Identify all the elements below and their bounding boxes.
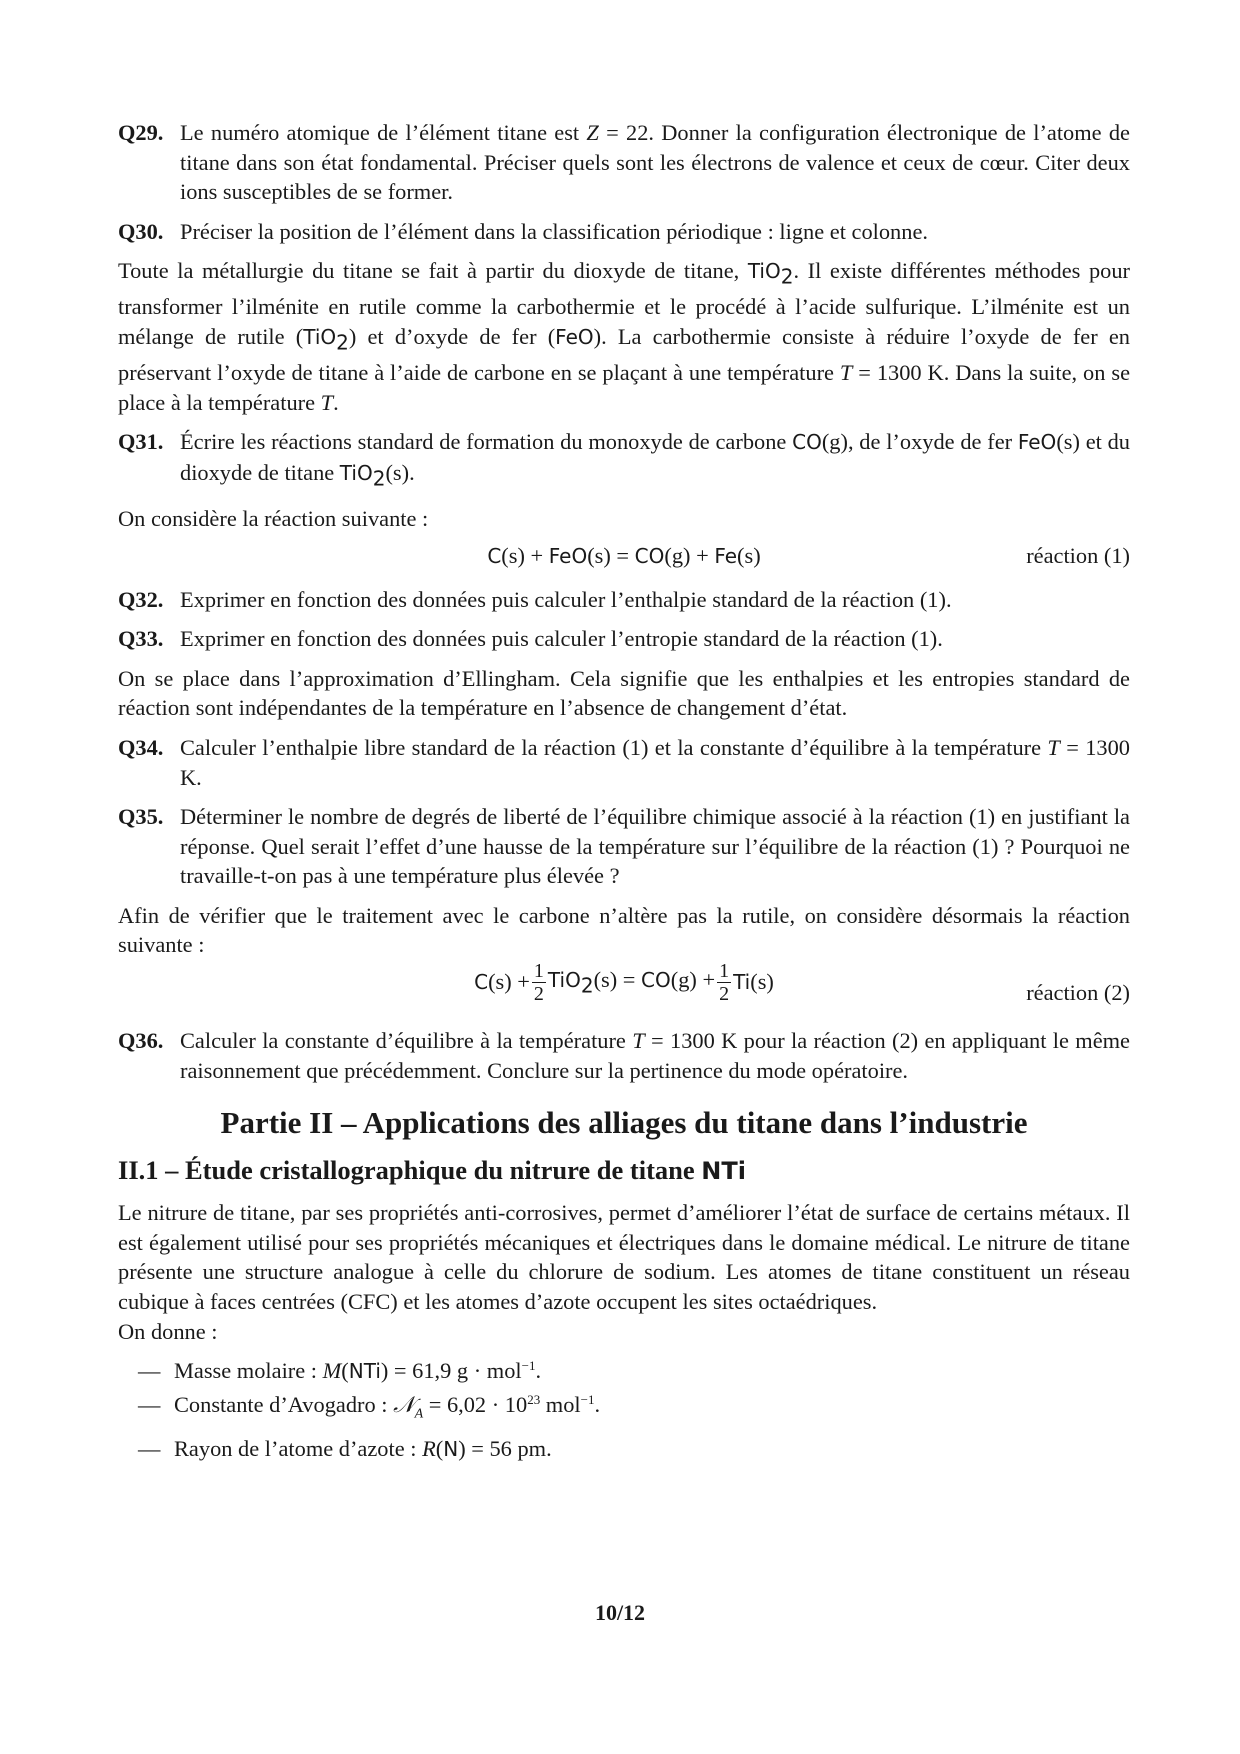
question-q34: Q34. Calculer l’enthalpie libre standard de la réaction (1) et la constante d’équilibre à la température T = 1300 K. xyxy=(118,734,1130,790)
question-number: Q30. xyxy=(118,218,164,244)
question-number: Q34. xyxy=(118,734,164,760)
paragraph-on-donne: On donne : xyxy=(118,1318,218,1344)
reaction-1-formula: C(s) + FeO(s) = CO(g) + Fe(s) xyxy=(487,542,761,568)
paragraph-consider-1: On considère la réaction suivante : xyxy=(118,505,429,531)
paragraph-ellingham: On se place dans l’approximation d’Ellingham. Cela signifie que les enthalpies et les entropies standard de réaction sont indépendantes de la température en l’absence de changement d’état. xyxy=(118,665,1130,721)
question-number: Q31. xyxy=(118,429,164,455)
question-q30: Q30. Préciser la position de l’élément dans la classification périodique : ligne et colonne. xyxy=(118,217,1130,247)
question-number: Q29. xyxy=(118,120,164,145)
reaction-2-label: réaction (2) xyxy=(1026,980,1130,1006)
list-item-nitrogen-radius: — Rayon de l’atome d’azote : R(N) = 56 pm. xyxy=(138,1435,552,1461)
paragraph-nitrure: Le nitrure de titane, par ses propriétés anti-corrosives, permet d’améliorer l’état de surface de certains métaux. Il est également utilisé pour ses propriétés mécaniques et électriques dans le domaine médical. Le nitrure de titane présente une structure analogue à celle du chlorure de sodium. Les atomes de titane constituent un réseau cubique à faces centrées (CFC) et les atomes d’azote occupent les sites octaédriques. xyxy=(118,1200,1130,1315)
list-item-molar-mass: — Masse molaire : M(NTi) = 61,9 g · mol$^{-1}$. xyxy=(138,1358,542,1384)
reaction-2-formula: C(s) + $\frac{1}{2}$ TiO$_2$(s) = CO(g) + $\frac{1}{2}$ Ti(s) xyxy=(474,960,774,1006)
question-q32: Q32. Exprimer en fonction des données puis calculer l’enthalpie standard de la réaction (1). xyxy=(118,585,1130,615)
paragraph-verify: Afin de vérifier que le traitement avec le carbone n’altère pas la rutile, on considère désormais la réaction suivante : xyxy=(118,902,1130,958)
fraction-one-half: $\frac{1}{2}$ xyxy=(719,960,730,1006)
reaction-1 xyxy=(118,534,1130,578)
fraction-one-half: $\frac{1}{2}$ xyxy=(533,960,544,1006)
question-q36: Q36. Calculer la constante d’équilibre à la température T = 1300 K pour la réaction (2) en appliquant le même raisonnement que précédemment. Conclure sur la pertinence du mode opératoire. xyxy=(118,1028,1130,1083)
question-q35: Q35. Déterminer le nombre de degrés de liberté de l’équilibre chimique associé à la réaction (1) en justifiant la réponse. Quel serait l’effet d’une hausse de la température sur l’équilibre de la réaction (1) ? Pourquoi ne travaille-t-on pas à une température plus élevée ? xyxy=(118,804,1130,889)
question-q31: Q31. Écrire les réactions standard de formation du monoxyde de carbone CO(g), de l’oxyde de fer FeO(s) et du dioxyde de titane TiO$_2$(s). xyxy=(118,429,1130,491)
question-number: Q35. xyxy=(118,804,164,830)
reaction-2 xyxy=(118,960,1130,1026)
question-number: Q33. xyxy=(118,626,164,652)
paragraph-metallurgy: Toute la métallurgie du titane se fait à partir du dioxyde de titane, TiO$_2$. Il existe différentes méthodes pour transformer l’ilménite en rutile comme la carbothermie et le procédé à l’acide sulfurique. L’ilménite est un mélange de rutile (TiO$_2$) et d’oxyde de fer (FeO). La carbothermie consiste à réduire l’oxyde de fer en préservant l’oxyde de titane à l’aide de carbone en se plaçant à une température T = 1300 K. Dans la suite, on se place à la température T. xyxy=(118,258,1131,415)
question-number: Q32. xyxy=(118,586,164,612)
page-number: 10/12 xyxy=(594,1600,646,1625)
data-list xyxy=(118,1354,1130,1465)
section-heading: II.1 – Étude cristallographique du nitrure de titane NTi xyxy=(118,1155,746,1186)
part-heading: Partie II – Applications des alliages du titane dans l’industrie xyxy=(220,1105,1028,1141)
question-number: Q36. xyxy=(118,1028,164,1054)
page-content xyxy=(118,118,1130,1466)
question-q33: Q33. Exprimer en fonction des données puis calculer l’entropie standard de la réaction (1). xyxy=(118,624,1130,654)
question-q29: Q29. Le numéro atomique de l’élément titane est Z = 22. Donner la configuration électronique de l’atome de titane dans son état fondamental. Préciser quels sont les électrons de valence et ceux de cœur. Citer deux ions susceptibles de se former. xyxy=(118,120,1130,205)
list-item-avogadro: — Constante d’Avogadro : 𝒩$_A$ = $6,02 \cdot 10^{23}$ mol$^{-1}$. xyxy=(138,1392,601,1422)
reaction-1-label: réaction (1) xyxy=(1026,542,1130,568)
